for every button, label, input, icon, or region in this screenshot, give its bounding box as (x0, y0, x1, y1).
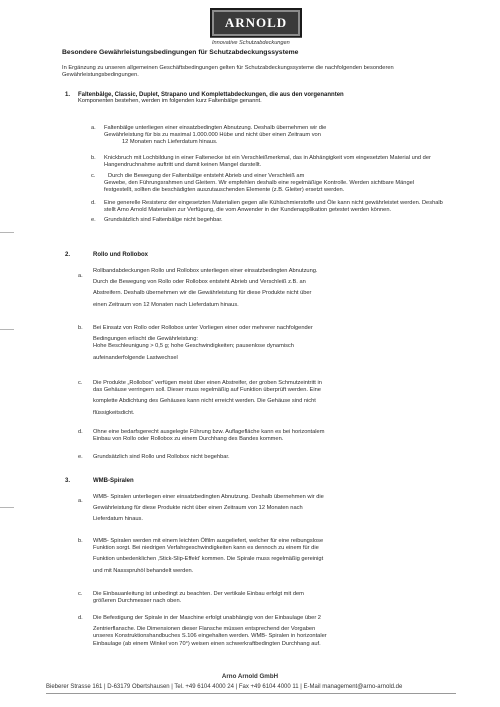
item-line: einen Zeitraum von 12 Monaten nach Lieferdatum hinaus. (93, 301, 239, 308)
item-letter: b. (78, 325, 83, 331)
footer-address: Bieberer Strasse 161 | D-63179 Obertshausen | Tel. +49 6104 4000 24 | Fax +49 6104 4000 11 | E-Mail management@arno-arnold.de (46, 684, 403, 690)
item-line: Durch die Bewegung der Faltenbälge entsteht Abrieb und einer Verschleiß am (108, 173, 305, 179)
item-letter: d. (78, 429, 83, 435)
item-letter: e. (78, 454, 83, 460)
item-line: Gewebe, den Führungsrahmen und Gleitern. Wir empfehlen deshalb eine regelmäßige Kontrolle. Werden sichtbare Mängel (104, 180, 415, 187)
section-3-title: WMB-Spiralen (93, 478, 134, 484)
document-title: Besondere Gewährleistungsbedingungen für Schutzabdeckungssysteme (62, 49, 299, 56)
item-line: Grundsätzlich sind Rollo und Rollobox nicht begehbar. (93, 454, 230, 460)
section-1-item-a (104, 125, 326, 147)
item-line: Funktion unbedenklichen ‚Stick-Slip-Effekt' kommen. Die Spirale muss regelmäßig gereinigt (93, 556, 324, 563)
section-2-item-b (93, 325, 313, 362)
intro-line: In Ergänzung zu unseren allgemeinen Geschäftsbedingungen gelten für Schutzabdeckungssysteme die nachfolgenden besonderen (62, 65, 394, 71)
item-line: Einbaulage (ab einem Winkel von 70°) weisen einen schwerkraftbedingten Durchhang auf. (93, 640, 321, 647)
item-line: Eine generelle Resistenz der eingesetzten Materialien gegen alle Kühlschmierstoffe und Öle kann nicht gewährleistet werden. Deshalb (104, 200, 443, 206)
section-2-item-c (93, 380, 322, 417)
item-letter: a. (78, 498, 83, 504)
section-2-number: 2. (65, 252, 71, 258)
item-line: Zentrierflansche. Die Dimensionen dieser Flansche müssen entsprechend der Vorgaben (93, 626, 316, 633)
item-line: Rollbandabdeckungen Rollo und Rollobox unterliegen einer einsatzbedingten Abnutzung. (93, 268, 318, 274)
section-1-item-e (104, 217, 223, 224)
section-1-item-c (104, 173, 414, 195)
footer-divider (46, 693, 456, 694)
item-line: Lieferdatum hinaus. (93, 516, 143, 523)
item-line: Gewährleistung für diese Produkte nicht über einen Zeitraum von 12 Monaten nach (93, 505, 303, 512)
item-line: Ohne eine bedarfsgerecht ausgelegte Führung bzw. Auflagefläche kann es bei horizontalem (93, 429, 325, 435)
section-3-item-b (93, 538, 323, 575)
item-line: aufeinanderfolgende Lastwechsel (93, 354, 178, 361)
item-line: flüssigkeitsdicht. (93, 409, 135, 416)
item-line: unseres Konstruktionshandbuches S.106 eingehalten werden. WMB- Spiralen in horizontaler (93, 633, 327, 640)
footer-company: Arno Arnold GmbH (221, 673, 279, 680)
item-line: Hohe Beschleunigung > 0,5 g; hohe Geschwindigkeiten; pausenlose dynamisch (93, 343, 294, 350)
item-line: Durch die Bewegung von Rollo oder Rollobox entsteht Abrieb und Verschleiß z.B. an (93, 279, 306, 286)
heading-line: Komponenten bestehen, werden im folgenden kurz Faltenbälge genannt. (78, 98, 262, 104)
item-letter: b. (91, 155, 96, 161)
section-1-item-d (104, 200, 443, 214)
item-line: WMB- Spiralen unterliegen einer einsatzbedingten Abnutzung. Deshalb übernehmen wir die (93, 494, 324, 500)
section-3-item-c (93, 591, 304, 605)
item-line: Hangendruchnahme auftritt und damit keinen Mangel darstellt. (104, 162, 262, 169)
item-line: Bei Einsatz von Rollo oder Rollobox unter Vorliegen einer oder mehrerer nachfolgender (93, 325, 313, 331)
section-1-number: 1. (65, 92, 71, 98)
margin-mark (0, 507, 14, 508)
item-letter: d. (91, 200, 96, 206)
item-line: Die Befestigung der Spirale in der Maschine erfolgt unabhängig von der Einbaulage über 2 (93, 615, 321, 621)
section-3-number: 3. (65, 478, 71, 484)
item-line: Bedingungen erlischt die Gewährleistung: (93, 336, 198, 343)
item-line: Gewährleistung für bis zu maximal 1.000.000 Hübe und nicht über einen Zeitraum von (104, 132, 321, 139)
item-line: Knickbruch mit Lochbildung in einer Faltenecke ist ein Verschleißmerkmal, das in Abhängigkeit vom eingesetzten Material und der (104, 155, 431, 161)
margin-mark (0, 232, 14, 233)
item-letter: b. (78, 538, 83, 544)
item-letter: d. (78, 615, 83, 621)
item-line: WMB- Spiralen werden mit einem leichten Ölfilm ausgeliefert, welcher für eine reibungslose (93, 538, 324, 544)
item-line: und mit Nassspruhöl behandelt werden. (93, 567, 194, 574)
item-line: 12 Monaten nach Lieferdatum hinaus. (122, 139, 218, 146)
item-line: komplette Abdichtung des Gehäuses kann nicht erreicht werden. Die Gehäuse sind nicht (93, 398, 316, 405)
item-line: Einbau von Rollo oder Rollobox zu einem Durchhang des Bandes kommen. (93, 436, 284, 443)
item-line: Die Produkte „Rollobox“ verfügen meist über einen Abstreifer, der groben Schmutzeintritt in (93, 380, 322, 386)
item-letter: a. (78, 273, 83, 279)
item-line: Die Einbauanleitung ist unbedingt zu beachten. Der vertikale Einbau erfolgt mit dem (93, 591, 304, 597)
section-3-item-a (93, 494, 324, 524)
item-letter: a. (91, 125, 96, 131)
arnold-logo (210, 8, 302, 38)
item-line: größeren Durchmesser nach oben. (93, 598, 182, 605)
item-line: festgestellt, sollten die beschädigten auszutauschenden Elemente (z.B. Gleiter) ersetzt werden. (104, 187, 345, 194)
intro-line: Gewährleistungsbedingungen. (62, 72, 139, 79)
logo-tagline: Innovative Schutzabdeckungen (212, 40, 290, 46)
item-letter: c. (78, 380, 83, 386)
item-letter: c. (91, 173, 96, 179)
item-line: Funktion sorgt. Bei niedrigen Verfahrgeschwindigkeiten kann es dennoch zu einem für die (93, 545, 319, 552)
section-1-item-b (104, 155, 431, 169)
intro-paragraph (62, 65, 394, 79)
item-letter: e. (91, 217, 96, 223)
logo-text: ARNOLD (224, 15, 288, 30)
item-line: Faltenbälge unterliegen einer einsatzbedingten Abnutzung. Deshalb übernehmen wir die (104, 125, 327, 131)
item-letter: c. (78, 591, 83, 597)
item-line: stellt Arno Arnold Materialien zur Verfügung, die vom Anwender in der Kundenapplikation getestet werden können. (104, 207, 392, 214)
heading-line: Faltenbälge, Classic, Duplet, Strapano und Komplettabdeckungen, die aus den vorgenannten (78, 92, 344, 98)
logo-underline (210, 37, 302, 38)
item-line: Abstreifern. Deshalb übernehmen wir die Gewährleistung für diese Produkte nicht über (93, 290, 312, 297)
item-line: Grundsätzlich sind Faltenbälge nicht begehbar. (104, 217, 223, 223)
section-2-item-a (93, 268, 318, 309)
section-3-item-d (93, 615, 327, 648)
margin-mark (0, 329, 14, 330)
section-2-item-d (93, 429, 324, 443)
section-2-item-e (93, 454, 230, 461)
item-line: das Gehäuse verringern soll. Dieser muss regelmäßig auf Funktion überprüft werden. Eine (93, 387, 321, 394)
section-2-title: Rollo und Rollobox (93, 252, 148, 258)
section-1-heading (78, 92, 344, 104)
